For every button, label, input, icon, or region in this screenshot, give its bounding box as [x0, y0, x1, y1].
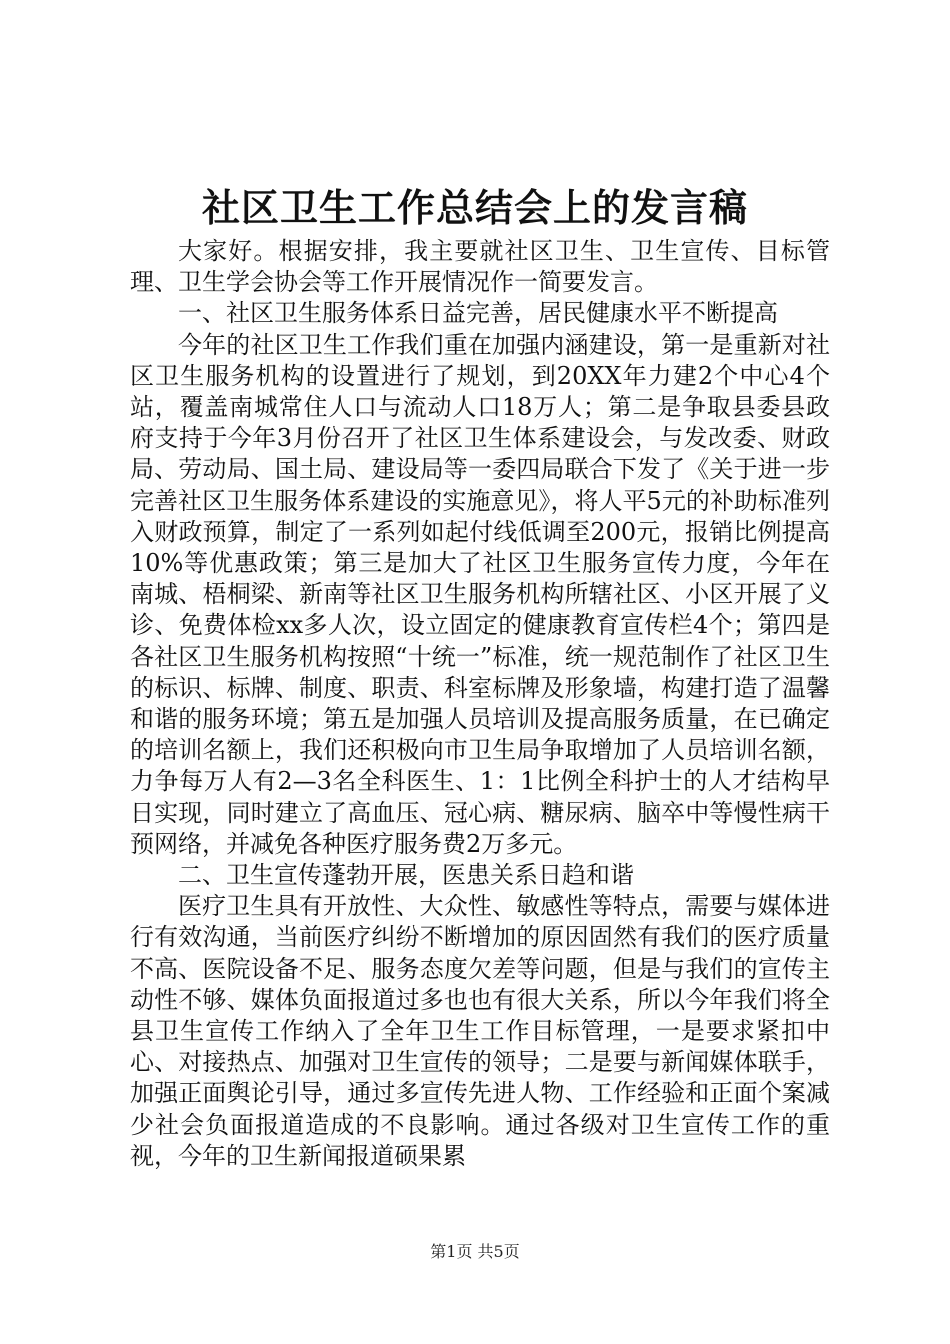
paragraph-community-health: 今年的社区卫生工作我们重在加强内涵建设，第一是重新对社区卫生服务机构的设置进行了规划，到20XX年力建2个中心4个站，覆盖南城常住人口与流动人口18万人；第二是争取县委县政府支持于今年3月份召开了社区卫生体系建设会，与发改委、财政局、劳动局、国土局、建设局等一委四局联合下发了《关于进一步完善社区卫生服务体系建设的实施意见》，将人平5元的补助标准列入财政预算，制定了一系列如起付线低调至200元，报销比例提高10%等优惠政策；第三是加大了社区卫生服务宣传力度，今年在南城、梧桐梁、新南等社区卫生服务机构所辖社区、小区开展了义诊、免费体检xx多人次，设立固定的健康教育宣传栏4个；第四是各社区卫生服务机构按照“十统一”标准，统一规范制作了社区卫生的标识、标牌、制度、职责、科室标牌及形象墙，构建打造了温馨和谐的服务环境；第五是加强人员培训及提高服务质量，在已确定的培训名额上，我们还积极向市卫生局争取增加了人员培训名额，力争每万人有2—3名全科医生、1：1比例全科护士的人才结构早日实现，同时建立了高血压、冠心病、糖尿病、脑卒中等慢性病干预网络，并减免各种医疗服务费2万多元。 [130, 330, 830, 858]
document-body [130, 236, 830, 1172]
paragraph-health-publicity: 医疗卫生具有开放性、大众性、敏感性等特点，需要与媒体进行有效沟通，当前医疗纠纷不断增加的原因固然有我们的医疗质量不高、医院设备不足、服务态度欠差等问题，但是与我们的宣传主动性不够、媒体负面报道过多也也有很大关系，所以今年我们将全县卫生宣传工作纳入了全年卫生工作目标管理，一是要求紧扣中心、对接热点、加强对卫生宣传的领导；二是要与新闻媒体联手，加强正面舆论引导，通过多宣传先进人物、工作经验和正面个案减少社会负面报道造成的不良影响。通过各级对卫生宣传工作的重视，今年的卫生新闻报道硕果累 [130, 892, 830, 1170]
section-heading-1: 一、社区卫生服务体系日益完善，居民健康水平不断提高 [178, 299, 778, 328]
paragraph-greeting: 大家好。根据安排，我主要就社区卫生、卫生宣传、目标管理、卫生学会协会等工作开展情况作一简要发言。 [130, 237, 830, 297]
page-number-footer: 第1页 共5页 [430, 1242, 520, 1261]
document-title: 社区卫生工作总结会上的发言稿 [201, 185, 748, 230]
section-heading-2: 二、卫生宣传蓬勃开展，医患关系日趋和谐 [178, 861, 634, 890]
